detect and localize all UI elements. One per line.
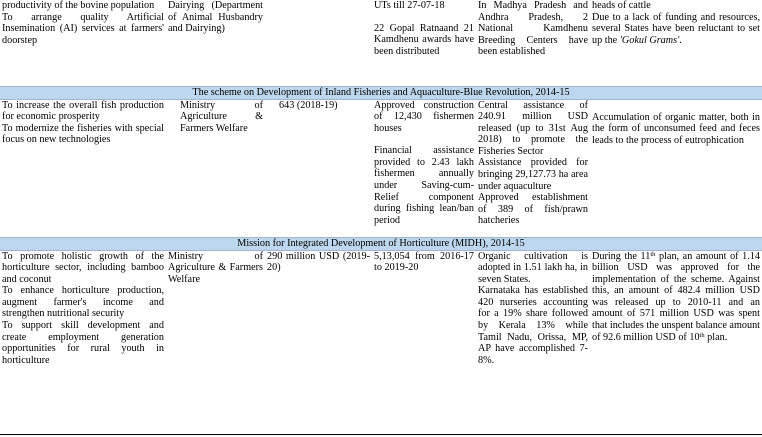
section-header-row bbox=[0, 237, 762, 250]
section-title: Mission for Integrated Development of Horticulture (MIDH), 2014-15 bbox=[0, 237, 762, 250]
table-row bbox=[0, 0, 762, 86]
budget-cell bbox=[265, 99, 372, 237]
issue-text-a: During the 11 bbox=[592, 250, 651, 262]
budget-text: 643 (2018-19) bbox=[279, 99, 338, 111]
budget-cell bbox=[265, 250, 372, 366]
section-title: The scheme on Development of Inland Fisheries and Aquaculture-Blue Revolution, 2014-15 bbox=[0, 86, 762, 99]
objective-text: productivity of the bovine population bbox=[2, 0, 155, 11]
target-text: UTs till 27-07-18 bbox=[374, 0, 445, 11]
objective-text: To increase the overall fish production for economic prosperity bbox=[2, 99, 164, 123]
achievements-cell bbox=[476, 99, 590, 237]
achievement-text: Assistance provided for bringing 29,127.73 ha area under aquaculture bbox=[478, 157, 588, 192]
objective-text: To support skill development and create employment generation opportunities for rural youth in horticulture bbox=[2, 320, 164, 366]
achievements-cell bbox=[476, 0, 590, 86]
issue-text: heads of cattle bbox=[592, 0, 651, 11]
target-text: Approved construction of 12,430 fishermen houses bbox=[374, 99, 474, 134]
objective-text: To modernize the fisheries with special focus on new technologies bbox=[2, 122, 164, 146]
achievement-text: Approved establishment of 389 of fish/prawn hatcheries bbox=[478, 192, 588, 227]
objectives-cell bbox=[0, 99, 166, 237]
ministry-cell bbox=[166, 0, 265, 86]
section-header-row bbox=[0, 86, 762, 99]
objective-text: To promote holistic growth of the horticulture sector, including bamboo and coconut bbox=[2, 250, 164, 285]
objectives-cell bbox=[0, 0, 166, 86]
objective-text: To arrange quality Artificial Insemination (AI) services at farmers' doorstep bbox=[2, 11, 164, 46]
targets-cell bbox=[372, 250, 476, 366]
target-text: Financial assistance provided to 2.43 lakh fishermen annually under Saving-cum-Relief component during fishing lean/ban period bbox=[374, 145, 474, 226]
issue-text-italic: 'Gokul Grams' bbox=[619, 34, 680, 46]
issue-superscript: th bbox=[650, 250, 656, 258]
issues-cell bbox=[590, 250, 762, 366]
issues-cell bbox=[590, 99, 762, 237]
target-text: 22 Gopal Ratnaand 21 Kamdhenu awards have been distributed bbox=[374, 22, 474, 57]
issue-text bbox=[592, 251, 760, 344]
issue-text bbox=[592, 12, 760, 47]
issue-superscript: th bbox=[699, 331, 705, 339]
achievement-text: Karnataka has established 420 nurseries accounting for a 19% share followed by Kerala 13% while Tamil Nadu, Orissa, MP, AP have accomplished 7-8%. bbox=[478, 285, 588, 366]
achievements-cell bbox=[476, 250, 590, 366]
table-row bbox=[0, 250, 762, 366]
achievement-text: Central assistance of 240.91 million USD released (up to 31st Aug 2018) to promote the Fisheries Sector bbox=[478, 99, 588, 157]
ministry-text: Ministry of Agriculture & Farmers Welfare bbox=[168, 250, 263, 285]
achievement-text: In Madhya Pradesh and Andhra Pradesh, 2 National Kamdhenu Breeding Centers have been established bbox=[478, 0, 588, 58]
issue-text-b: plan, an amount of 1.14 billion USD was approved for the implementation of the scheme. Against this, an amount of 482.4 million USD was released up to 2010-11 and an amount of 571 million USD was spent that includes the unspent balance amount of 92.6 million USD of 10 bbox=[592, 250, 760, 343]
ministry-cell bbox=[166, 99, 265, 237]
issues-cell bbox=[590, 0, 762, 86]
ministry-text: Ministry of Agriculture & Farmers Welfare bbox=[180, 99, 263, 134]
table-row bbox=[0, 99, 762, 237]
achievement-text: Organic cultivation is adopted in 1.51 lakh ha, in seven States. bbox=[478, 250, 588, 285]
targets-cell bbox=[372, 99, 476, 237]
table-bottom-rule bbox=[0, 434, 762, 435]
objectives-cell bbox=[0, 250, 166, 366]
budget-cell bbox=[265, 0, 372, 86]
ministry-cell bbox=[166, 250, 265, 366]
targets-cell bbox=[372, 0, 476, 86]
budget-text: 290 million USD (2019-20) bbox=[267, 250, 370, 274]
issue-text-main: Due to a lack of funding and resources, several States have been reluctant to set up the bbox=[592, 11, 760, 46]
issue-text: Accumulation of organic matter, both in the form of unconsumed feed and feces leads to the process of eutrophication bbox=[592, 111, 760, 146]
issue-text-c: plan. bbox=[704, 331, 728, 343]
objective-text: To enhance horticulture production, augment farmer's income and strengthen nutritional security bbox=[2, 285, 164, 320]
ministry-text: Dairying (Department of Animal Husbandry and Dairying) bbox=[168, 0, 263, 35]
target-text: 5,13,054 from 2016-17 to 2019-20 bbox=[374, 250, 474, 274]
issue-text-end: . bbox=[679, 34, 682, 46]
